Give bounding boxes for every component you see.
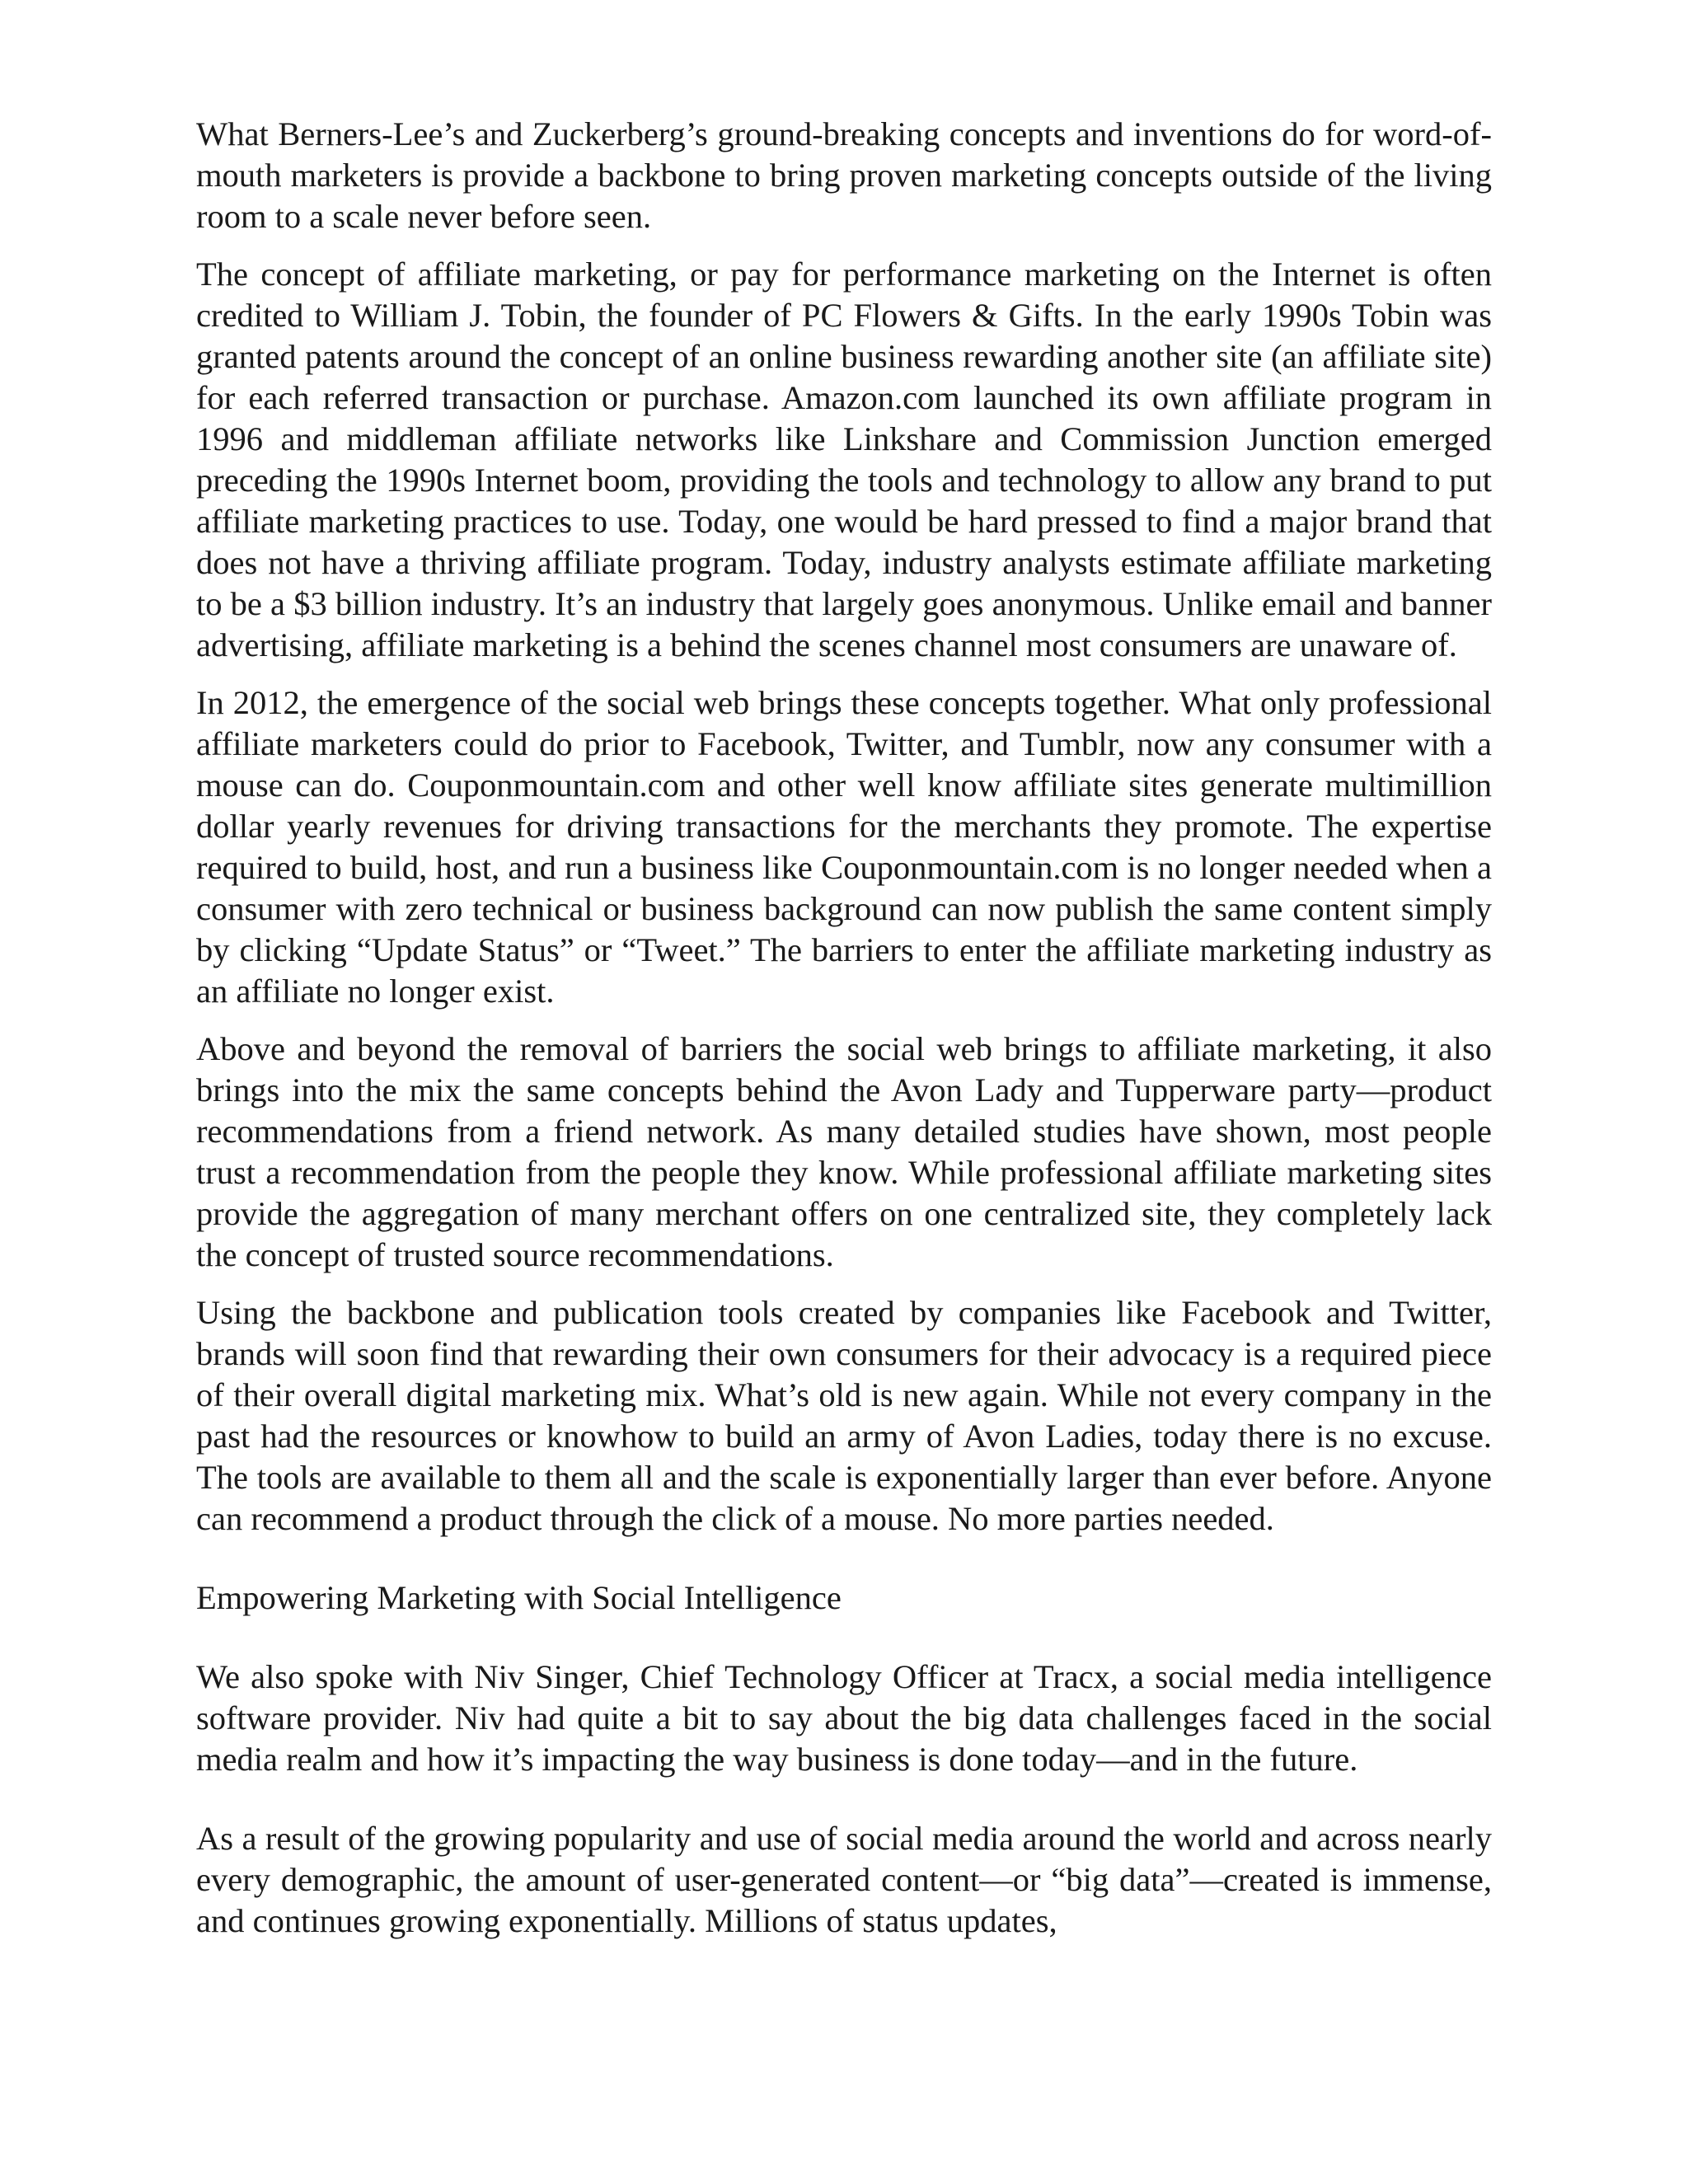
- paragraph-social-web-2012: In 2012, the emergence of the social web brings these concepts together. What only professional affiliate marketers could do prior to Facebook, Twitter, and Tumblr, now any consumer with a mouse can do. Couponmountain.com and other well know affiliate sites generate multimillion dollar yearly revenues for driving transactions for the merchants they promote. The expertise required to build, host, and run a business like Couponmountain.com is no longer needed when a consumer with zero technical or business background can now publish the same content simply by clicking “Update Status” or “Tweet.” The barriers to enter the affiliate marketing industry as an affiliate no longer exist.: [196, 684, 1492, 1010]
- paragraph-affiliate-history: The concept of affiliate marketing, or pay for performance marketing on the Internet is often credited to William J. Tobin, the founder of PC Flowers & Gifts. In the early 1990s Tobin was granted patents around the concept of an online business rewarding another site (an affiliate site) for each referred transaction or purchase. Amazon.com launched its own affiliate program in 1996 and middleman affiliate networks like Linkshare and Commission Junction emerged preceding the 1990s Internet boom, providing the tools and technology to allow any brand to put affiliate marketing practices to use. Today, one would be hard pressed to find a major brand that does not have a thriving affiliate program. Today, industry analysts estimate affiliate marketing to be a $3 billion industry. It’s an industry that largely goes anonymous. Unlike email and banner advertising, affiliate marketing is a behind the scenes channel most consumers are unaware of.: [196, 255, 1492, 663]
- section-heading: Empowering Marketing with Social Intelligence: [196, 1579, 842, 1616]
- document-page: [196, 114, 1492, 1958]
- paragraph-backbone-concepts: What Berners-Lee’s and Zuckerberg’s ground-breaking concepts and inventions do for word-of-mouth marketers is provide a backbone to bring proven marketing concepts outside of the living room to a scale never before seen.: [196, 115, 1492, 235]
- paragraph-big-data-growth: As a result of the growing popularity and use of social media around the world and across nearly every demographic, the amount of user-generated content—or “big data”—created is immense, and continues growing exponentially. Millions of status updates,: [196, 1820, 1492, 1939]
- paragraph-niv-singer-interview: We also spoke with Niv Singer, Chief Technology Officer at Tracx, a social media intelligence software provider. Niv had quite a bit to say about the big data challenges faced in the social media realm and how it’s impacting the way business is done today—and in the future.: [196, 1658, 1492, 1778]
- paragraph-trusted-recommendations: Above and beyond the removal of barriers the social web brings to affiliate marketing, it also brings into the mix the same concepts behind the Avon Lady and Tupperware party—product recommendations from a friend network. As many detailed studies have shown, most people trust a recommendation from the people they know. While professional affiliate marketing sites provide the aggregation of many merchant offers on one centralized site, they completely lack the concept of trusted source recommendations.: [196, 1030, 1492, 1273]
- paragraph-brands-rewarding-consumers: Using the backbone and publication tools created by companies like Facebook and Twitter, brands will soon find that rewarding their own consumers for their advocacy is a required piece of their overall digital marketing mix. What’s old is new again. While not every company in the past had the resources or knowhow to build an army of Avon Ladies, today there is no excuse. The tools are available to them all and the scale is exponentially larger than ever before. Anyone can recommend a product through the click of a mouse. No more parties needed.: [196, 1294, 1492, 1537]
